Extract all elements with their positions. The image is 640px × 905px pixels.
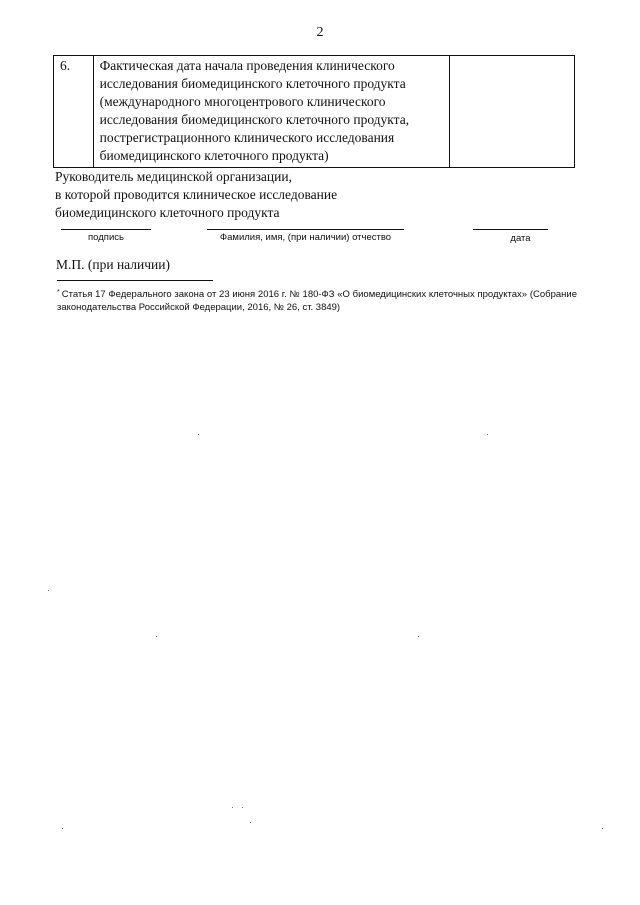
row-value-cell — [450, 56, 575, 168]
scan-speck — [487, 434, 488, 435]
signatory-line: Руководитель медицинской организации, — [55, 169, 292, 184]
scan-speck — [156, 636, 157, 637]
scan-speck — [250, 822, 251, 823]
description-line: (международного многоцентрового клинического — [99, 94, 386, 109]
description-line: пострегистрационного клинического исследования — [99, 130, 395, 145]
footnote-marker: * — [57, 289, 60, 296]
description-line: исследования биомедицинского клеточного продукта, — [99, 112, 410, 127]
full-name-caption: Фамилия, имя, (при наличии) отчество — [219, 232, 392, 243]
scan-speck — [242, 807, 243, 808]
date-line — [473, 229, 548, 230]
scan-speck — [48, 590, 49, 591]
footnote-text: Статья 17 Федерального закона от 23 июня 2016 г. № 180-ФЗ «О биомедицинских клеточных продуктах» (Собрание законодательства Российской Федерации, 2016, № 26, ст. 3849) — [57, 289, 577, 313]
table-row — [54, 56, 575, 168]
footnote-divider — [57, 280, 213, 281]
row-number: 6. — [54, 56, 94, 168]
scan-speck — [602, 828, 603, 829]
stamp-label: М.П. (при наличии) — [56, 257, 170, 272]
row-description — [93, 56, 449, 168]
scan-speck — [418, 636, 419, 637]
date-caption: дата — [510, 233, 531, 244]
page-number: 2 — [316, 25, 324, 40]
signatory-block — [55, 168, 337, 222]
full-name-line — [207, 229, 404, 230]
description-line: исследования биомедицинского клеточного продукта — [99, 76, 406, 91]
scan-speck — [62, 828, 63, 829]
description-line: биомедицинского клеточного продукта) — [99, 148, 329, 163]
signatory-line: биомедицинского клеточного продукта — [55, 205, 280, 220]
signature-line — [61, 229, 151, 230]
description-line: Фактическая дата начала проведения клинического — [99, 58, 395, 73]
signatory-line: в которой проводится клиническое исследование — [55, 187, 338, 202]
scan-speck — [198, 434, 199, 435]
footnote — [57, 288, 577, 314]
signature-caption: подпись — [88, 232, 124, 243]
scan-speck — [232, 807, 233, 808]
form-table — [53, 55, 575, 168]
